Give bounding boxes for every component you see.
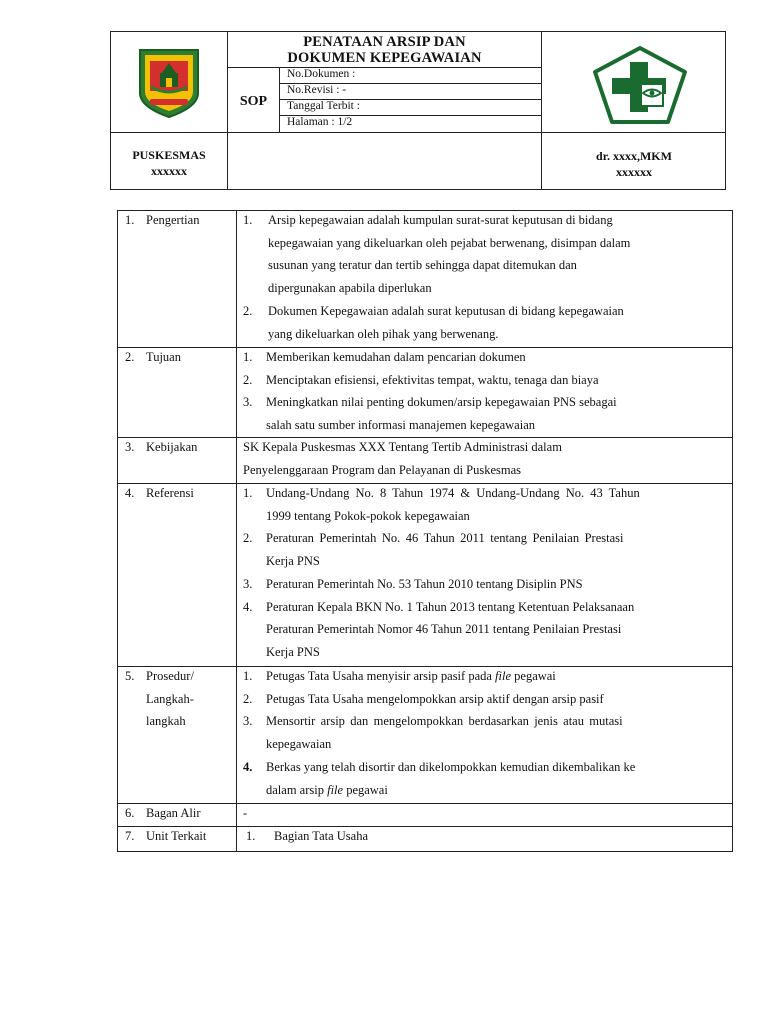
document-title-line1: PENATAAN ARSIP DAN: [303, 34, 466, 50]
list-item: 2. Dokumen Kepegawaian adalah surat keputusan di bidang kepegawaian yang dikeluarkan oleh pihak yang berwenang.: [243, 303, 624, 341]
kebijakan-content: SK Kepala Puskesmas XXX Tentang Tertib Administrasi dalam Penyelenggaraan Program dan Pelayanan di Puskesmas: [243, 440, 562, 477]
row-label-pengertian: 1. Pengertian: [125, 213, 200, 227]
puskesmas-logo: [592, 46, 688, 129]
list-item: 1. Petugas Tata Usaha menyisir arsip pasif pada file pegawai: [243, 669, 556, 683]
meta-document-number: No.Dokumen :: [287, 68, 356, 80]
list-item: 4. Peraturan Kepala BKN No. 1 Tahun 2013 tentang Ketentuan Pelaksanaan Peraturan Pemerintah Nomor 46 Tahun 2011 tentang Penilaian Prestasi Kerja PNS: [243, 599, 635, 659]
meta-revision: No.Revisi : -: [287, 84, 347, 96]
list-item: 1. Memberikan kemudahan dalam pencarian dokumen: [243, 350, 526, 364]
list-item: 2. Menciptakan efisiensi, efektivitas tempat, waktu, tenaga dan biaya: [243, 372, 599, 387]
list-item: 3. Meningkatkan nilai penting dokumen/arsip kepegawaian PNS sebagai salah satu sumber informasi manajemen kepegawaian: [243, 395, 617, 433]
prosedur-content: [243, 665, 725, 801]
list-item: 1. Undang-Undang No. 8 Tahun 1974 & Undang-Undang No. 43 Tahun 1999 tentang Pokok-pokok kepegawaian: [243, 486, 640, 523]
referensi-content: [243, 482, 725, 664]
signer-name: dr. xxxx,MKM: [596, 149, 672, 163]
sop-content-table: [117, 210, 733, 852]
signer-subname: xxxxxx: [616, 165, 652, 179]
list-item: 2. Peraturan Pemerintah No. 46 Tahun 2011 tentang Penilaian Prestasi Kerja PNS: [243, 531, 624, 569]
regional-emblem-logo: [136, 47, 202, 124]
org-subname: xxxxxx: [151, 164, 187, 178]
list-item: 2. Petugas Tata Usaha mengelompokkan arsip aktif dengan arsip pasif: [243, 691, 604, 706]
row-label-unit-terkait: 7. Unit Terkait: [125, 829, 207, 843]
list-item: 1. Arsip kepegawaian adalah kumpulan surat-surat keputusan di bidang kepegawaian yang dikeluarkan oleh pejabat berwenang, disimpan dalam susunan yang teratur dan tertib sehingga dapat ditemukan dan dipergunakan apabila diperlukan: [243, 213, 631, 296]
document-title-line2: DOKUMEN KEPEGAWAIAN: [287, 50, 482, 66]
meta-issue-date: Tanggal Terbit :: [287, 100, 360, 112]
row-label-tujuan: 2. Tujuan: [125, 350, 181, 364]
unit-terkait-content: 1. Bagian Tata Usaha: [246, 829, 369, 843]
row-label-prosedur: 5. Prosedur/ Langkah- langkah: [125, 669, 194, 729]
pengertian-content: [243, 209, 725, 345]
list-item: 3. Mensortir arsip dan mengelompokkan berdasarkan jenis atau mutasi kepegawaian: [243, 714, 623, 752]
tujuan-content: [243, 346, 725, 437]
row-label-bagan-alir: 6. Bagan Alir: [125, 806, 201, 820]
sop-label: SOP: [239, 94, 268, 109]
org-name: PUSKESMAS: [132, 148, 206, 162]
bagan-alir-content: -: [243, 806, 248, 820]
list-item: 4. Berkas yang telah disortir dan dikelompokkan kemudian dikembalikan ke dalam arsip file pegawai: [243, 759, 636, 797]
document-header: [110, 31, 726, 190]
list-item: 3. Peraturan Pemerintah No. 53 Tahun 2010 tentang Disiplin PNS: [243, 576, 583, 591]
meta-page: Halaman : 1/2: [287, 116, 353, 128]
row-label-kebijakan: 3. Kebijakan: [125, 440, 198, 454]
row-label-referensi: 4. Referensi: [125, 486, 194, 500]
